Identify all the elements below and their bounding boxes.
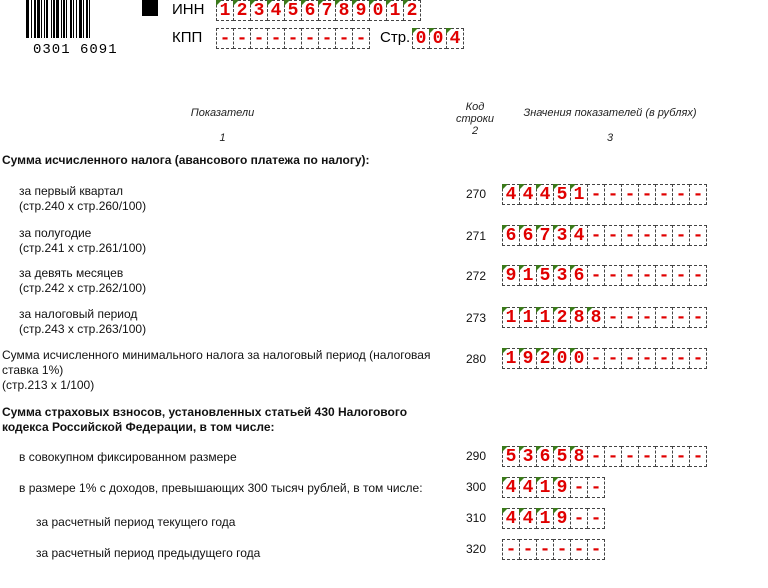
row-272-code: 272 <box>465 269 487 283</box>
char-cell: 0 <box>412 28 430 49</box>
row-272-value[interactable] <box>502 265 706 286</box>
char-cell: - <box>553 539 571 560</box>
col-values: Значения показателей (в рублях) <box>523 107 697 119</box>
char-cell: 9 <box>553 477 571 498</box>
col-code-num: 2 <box>471 125 479 137</box>
char-cell: - <box>638 307 656 328</box>
row-label: за девять месяцев <box>19 266 124 280</box>
barcode-bar <box>56 0 59 38</box>
char-cell: 6 <box>301 0 319 21</box>
barcode-bar <box>61 0 62 38</box>
barcode-bar <box>26 0 29 38</box>
char-cell: - <box>672 348 690 369</box>
char-cell: 0 <box>369 0 387 21</box>
char-cell: - <box>621 348 639 369</box>
char-cell: 1 <box>570 184 588 205</box>
section-title-line1: Сумма страховых взносов, установленных статьей 430 Налогового <box>2 405 408 419</box>
char-cell: - <box>604 348 622 369</box>
char-cell: 5 <box>553 184 571 205</box>
col-values-num: 3 <box>606 132 614 144</box>
row-300-value[interactable] <box>502 477 604 498</box>
char-cell: - <box>655 307 673 328</box>
char-cell: - <box>672 307 690 328</box>
char-cell: 8 <box>587 307 605 328</box>
row-320-label: за расчетный период предыдущего года <box>36 546 261 560</box>
page-field[interactable] <box>412 28 463 49</box>
char-cell: 7 <box>318 0 336 21</box>
char-cell: - <box>604 265 622 286</box>
row-270-label <box>19 184 146 214</box>
char-cell: - <box>638 184 656 205</box>
char-cell: 4 <box>502 184 520 205</box>
char-cell: 2 <box>553 307 571 328</box>
char-cell: 8 <box>335 0 353 21</box>
char-cell: 4 <box>519 184 537 205</box>
page-label: Стр. <box>380 29 411 46</box>
inn-label: ИНН <box>172 1 205 18</box>
col-code-line2: строки <box>455 113 495 125</box>
char-cell: 7 <box>536 225 554 246</box>
char-cell: 1 <box>519 265 537 286</box>
barcode-bar <box>63 0 65 38</box>
row-label: за налоговый период <box>19 307 138 321</box>
barcode-bar <box>44 0 45 38</box>
row-sub: (стр.213 х 1/100) <box>2 378 95 392</box>
char-cell: 1 <box>519 307 537 328</box>
row-270-value[interactable] <box>502 184 706 205</box>
barcode-bar <box>34 0 36 38</box>
char-cell: - <box>216 28 234 49</box>
char-cell: 4 <box>446 28 464 49</box>
char-cell: - <box>536 539 554 560</box>
barcode <box>0 0 160 58</box>
char-cell: 3 <box>553 225 571 246</box>
char-cell: - <box>638 446 656 467</box>
char-cell: - <box>689 265 707 286</box>
char-cell: 8 <box>570 446 588 467</box>
char-cell: - <box>638 225 656 246</box>
barcode-bar <box>51 0 52 38</box>
char-cell: - <box>352 28 370 49</box>
row-271-label <box>19 226 146 256</box>
row-273-code: 273 <box>465 311 487 325</box>
kpp-label: КПП <box>172 29 203 46</box>
char-cell: 0 <box>429 28 447 49</box>
barcode-bar <box>83 0 84 38</box>
char-cell: - <box>655 348 673 369</box>
char-cell: - <box>284 28 302 49</box>
char-cell: 4 <box>502 508 520 529</box>
char-cell: 1 <box>536 477 554 498</box>
char-cell: 1 <box>536 307 554 328</box>
char-cell: 5 <box>553 446 571 467</box>
char-cell: - <box>301 28 319 49</box>
char-cell: 9 <box>519 348 537 369</box>
char-cell: - <box>587 225 605 246</box>
barcode-bar <box>70 0 72 38</box>
kpp-field[interactable] <box>216 28 369 49</box>
row-280-value[interactable] <box>502 348 706 369</box>
char-cell: 3 <box>250 0 268 21</box>
row-sub: (стр.241 х стр.261/100) <box>19 241 147 255</box>
inn-field[interactable] <box>216 0 420 21</box>
char-cell: - <box>655 225 673 246</box>
char-cell: - <box>689 446 707 467</box>
char-cell: - <box>604 307 622 328</box>
char-cell: - <box>587 477 605 498</box>
char-cell: - <box>655 184 673 205</box>
char-cell: - <box>587 446 605 467</box>
char-cell: 1 <box>386 0 404 21</box>
col-code <box>450 101 500 137</box>
row-273-label <box>19 307 146 337</box>
char-cell: - <box>604 225 622 246</box>
char-cell: - <box>502 539 520 560</box>
char-cell: 2 <box>233 0 251 21</box>
char-cell: 6 <box>570 265 588 286</box>
char-cell: 3 <box>553 265 571 286</box>
char-cell: 4 <box>519 477 537 498</box>
row-310-value[interactable] <box>502 508 604 529</box>
barcode-bar <box>76 0 77 38</box>
row-270-code: 270 <box>465 187 487 201</box>
col-indicators: Показатели <box>190 107 255 119</box>
char-cell: 9 <box>502 265 520 286</box>
char-cell: - <box>655 265 673 286</box>
char-cell: 1 <box>502 307 520 328</box>
char-cell: - <box>689 307 707 328</box>
char-cell: - <box>604 184 622 205</box>
char-cell: 4 <box>519 508 537 529</box>
char-cell: 5 <box>536 265 554 286</box>
row-320-code: 320 <box>465 542 487 556</box>
row-300-label: в размере 1% с доходов, превышающих 300 тысяч рублей, в том числе: <box>19 481 423 495</box>
char-cell: - <box>335 28 353 49</box>
char-cell: - <box>570 508 588 529</box>
char-cell: - <box>672 225 690 246</box>
barcode-bar <box>46 0 48 38</box>
row-273-value[interactable] <box>502 307 706 328</box>
char-cell: - <box>587 539 605 560</box>
row-sub: (стр.240 х стр.260/100) <box>19 199 147 213</box>
char-cell: 0 <box>570 348 588 369</box>
char-cell: 9 <box>352 0 370 21</box>
char-cell: - <box>519 539 537 560</box>
barcode-bar <box>79 0 82 38</box>
row-272-label <box>19 266 146 296</box>
char-cell: 4 <box>536 184 554 205</box>
row-320-value[interactable] <box>502 539 604 560</box>
char-cell: 5 <box>284 0 302 21</box>
char-cell: - <box>587 184 605 205</box>
row-300-code: 300 <box>465 480 487 494</box>
char-cell: 6 <box>519 225 537 246</box>
section-title-insurance <box>2 405 407 435</box>
barcode-bar <box>31 0 32 38</box>
char-cell: 4 <box>570 225 588 246</box>
barcode-bar <box>53 0 55 38</box>
char-cell: - <box>638 265 656 286</box>
char-cell: - <box>267 28 285 49</box>
char-cell: - <box>250 28 268 49</box>
row-280-code: 280 <box>465 352 487 366</box>
corner-marker <box>142 0 158 16</box>
char-cell: - <box>604 446 622 467</box>
char-cell: 1 <box>216 0 234 21</box>
char-cell: - <box>621 307 639 328</box>
barcode-bar <box>66 0 67 38</box>
barcode-number: 0301 6091 <box>33 42 118 58</box>
row-290-value[interactable] <box>502 446 706 467</box>
row-310-label: за расчетный период текущего года <box>36 515 236 529</box>
char-cell: - <box>587 348 605 369</box>
col-code-line1: Код <box>465 101 485 113</box>
char-cell: - <box>689 225 707 246</box>
char-cell: - <box>621 446 639 467</box>
char-cell: - <box>672 446 690 467</box>
row-label: Сумма исчисленного минимального налога за налоговый период (налоговая <box>2 348 431 362</box>
char-cell: 6 <box>536 446 554 467</box>
char-cell: - <box>587 508 605 529</box>
barcode-bar <box>37 0 40 38</box>
char-cell: 9 <box>553 508 571 529</box>
char-cell: - <box>621 265 639 286</box>
char-cell: 0 <box>553 348 571 369</box>
char-cell: - <box>638 348 656 369</box>
row-label: за первый квартал <box>19 184 124 198</box>
char-cell: 4 <box>502 477 520 498</box>
char-cell: - <box>233 28 251 49</box>
row-271-value[interactable] <box>502 225 706 246</box>
char-cell: - <box>621 184 639 205</box>
row-sub: (стр.243 х стр.263/100) <box>19 322 147 336</box>
row-280-label <box>2 348 430 393</box>
barcode-bar <box>86 0 88 38</box>
row-290-label: в совокупном фиксированном размере <box>19 450 237 464</box>
char-cell: - <box>621 225 639 246</box>
char-cell: - <box>689 184 707 205</box>
row-label: за полугодие <box>19 226 92 240</box>
col-indicators-num: 1 <box>219 132 226 144</box>
char-cell: - <box>587 265 605 286</box>
row-label-cont: ставка 1%) <box>2 363 64 377</box>
char-cell: 6 <box>502 225 520 246</box>
char-cell: - <box>672 265 690 286</box>
row-sub: (стр.242 х стр.262/100) <box>19 281 147 295</box>
row-290-code: 290 <box>465 449 487 463</box>
section-title-line2: кодекса Российской Федерации, в том числе: <box>2 420 275 434</box>
char-cell: - <box>570 539 588 560</box>
char-cell: 1 <box>502 348 520 369</box>
barcode-bar <box>73 0 74 38</box>
char-cell: - <box>318 28 336 49</box>
char-cell: - <box>689 348 707 369</box>
char-cell: - <box>672 184 690 205</box>
row-271-code: 271 <box>465 229 487 243</box>
char-cell: 1 <box>536 508 554 529</box>
barcode-bar <box>41 0 42 38</box>
char-cell: 5 <box>502 446 520 467</box>
char-cell: 4 <box>267 0 285 21</box>
section-title-tax: Сумма исчисленного налога (авансового платежа по налогу): <box>2 153 370 167</box>
char-cell: 2 <box>536 348 554 369</box>
char-cell: 2 <box>403 0 421 21</box>
char-cell: 3 <box>519 446 537 467</box>
barcode-bar <box>89 0 90 38</box>
row-310-code: 310 <box>465 511 487 525</box>
char-cell: - <box>655 446 673 467</box>
char-cell: 8 <box>570 307 588 328</box>
char-cell: - <box>570 477 588 498</box>
